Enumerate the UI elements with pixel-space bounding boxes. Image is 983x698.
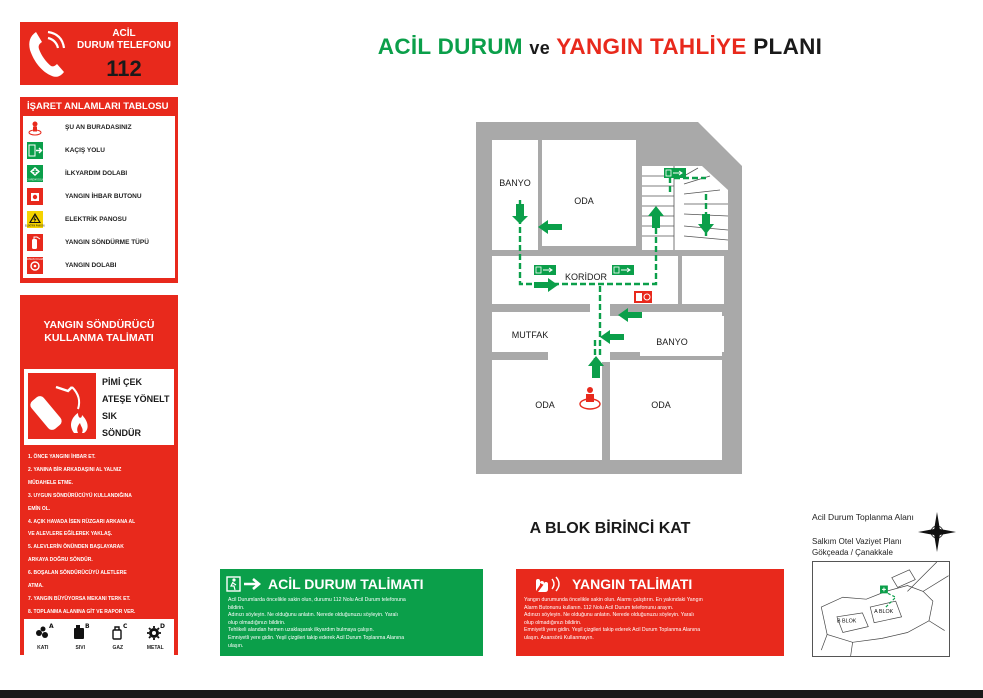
room-label: ODA	[651, 400, 671, 410]
fire-instructions	[516, 569, 784, 656]
room-banyo-2	[640, 312, 722, 356]
fire-cabinet-icon-text: YANGIN DOLABI	[26, 258, 44, 261]
svg-text:A: A	[48, 623, 54, 630]
b-blok-label: B BLOK	[836, 618, 857, 625]
fire-instructions-title: YANGIN TALİMATI	[572, 576, 693, 592]
site-plan-caption: Salkım Otel Vaziyet Planı Gökçeada / Çanakkale	[812, 537, 902, 557]
legend-label: İLKYARDIM DOLABI	[65, 170, 128, 177]
phone-label: ACİL DURUM TELEFONU	[77, 28, 171, 51]
escape-route-icon	[27, 142, 43, 159]
you-are-here-icon	[27, 119, 43, 136]
legend-item	[23, 254, 175, 277]
emergency-instructions	[220, 569, 483, 656]
legend-panel	[20, 97, 178, 283]
legend-item	[23, 116, 175, 139]
fire-cabinet-marker-icon	[634, 291, 652, 303]
floor-plan	[470, 116, 770, 486]
emergency-instructions-body: Acil Durumlarda öncelikle sakin olun, durumu 112 Nolu Acil Durum telefonuna bildirin. Adınızı söyleyin. Ne olduğunu anlatın. Nerede olduğunuzu söyleyin. Yaralı olup olmadığınızı bildirin. Tehlikeli alandan hemen uzaklaşarak ilkyardım bulmaya çalışın. Emniyetli yere gidin. Yeşil çizgileri takip ederek Acil Durum Toplanma Alanına ulaşın.	[228, 597, 406, 649]
room-banyo-1	[492, 140, 538, 250]
phone-icon	[26, 28, 68, 80]
compass-icon	[916, 510, 958, 554]
bottom-edge	[0, 690, 983, 698]
room-label: BANYO	[499, 178, 531, 188]
extinguisher-steps: 1. ÖNCE YANGINI İHBAR ET. 2. YANINA BİR ARKADAŞINI AL YALNIZ MÜDAHELE ETME. 3. UYGUN SÖNDÜRÜCÜYÜ KULLANDIĞINA EMİN OL. 4. AÇIK HAVADA İSEN RÜZGARI ARKANA AL VE ALEVLERE EĞİLEREK YAKLAŞ. 5. ALEVLERİN ÖNÜNDEN BAŞLAYARAK ARKAYA DOĞRU SÖNDÜR. 6. BOŞALAN SÖNDÜRÜCÜYÜ ALETLERE ATMA. 7. YANGIN BÜYÜYORSA MEKANI TERK ET. 8. TOPLANMA ALANINA GİT VE RAPOR VER.	[28, 454, 136, 615]
phone-number: 112	[106, 56, 142, 81]
fire-class-b: B SIVI	[71, 623, 89, 651]
room-label: BANYO	[656, 337, 688, 347]
legend-item	[23, 208, 175, 231]
room-oda-3	[610, 360, 722, 460]
legend-label: ELEKTRİK PANOSU	[65, 216, 127, 223]
fire-cabinet-icon	[27, 257, 43, 274]
legend-label: ŞU AN BURADASINIZ	[65, 124, 132, 131]
exit-arrow-icon	[226, 576, 262, 592]
extinguisher-actions: PİMİ ÇEK ATEŞE YÖNELT SIK SÖNDÜR	[102, 377, 170, 438]
emergency-phone-panel	[20, 22, 178, 85]
metal-fire-icon	[146, 623, 164, 641]
assembly-area-label: Acil Durum Toplanma Alanı	[812, 512, 914, 522]
legend-label: YANGIN İHBAR BUTONU	[65, 193, 142, 200]
first-aid-icon-text: İLK YARDIM DOLABI	[24, 178, 46, 182]
fire-alarm-hand-icon	[530, 575, 566, 593]
extinguisher-title: YANGIN SÖNDÜRÜCÜ KULLANMA TALİMATI	[43, 319, 155, 344]
room-label: MUTFAK	[511, 330, 549, 340]
fire-classes	[24, 619, 174, 655]
room-label: ODA	[574, 196, 594, 206]
extinguisher-instructions-panel	[20, 295, 178, 655]
extinguisher-illustration-icon	[28, 373, 96, 439]
fire-class-c: C GAZ	[109, 623, 127, 651]
fire-instructions-body: Yangın durumunda öncelikle sakin olun. Alarmı çalıştırın. En yakındaki Yangın Alarm Butonunu kullanın. 112 Nolu Acil Durum telefonunu arayın. Adınızı söyleyin. Ne olduğunu anlatın. Nerede olduğunuzu söyleyin. Yaralı olup olmadığınızı bildirin. Emniyetli yere gidin. Yeşil çizgileri takip ederek Acil Durum Toplanma Alanına ulaşın. Asansörü Kullanmayın.	[524, 597, 703, 641]
legend-label: KAÇIŞ YOLU	[65, 147, 105, 154]
legend-label: YANGIN SÖNDÜRME TÜPÜ	[65, 239, 149, 246]
legend-item	[23, 162, 175, 185]
svg-text:D: D	[160, 623, 166, 630]
fire-class-a: A KATI	[34, 623, 52, 651]
legend-item	[23, 231, 175, 254]
emergency-instructions-title: ACİL DURUM TALİMATI	[268, 576, 424, 592]
room-label: ODA	[535, 400, 555, 410]
floor-title: A BLOK BİRİNCİ KAT	[529, 520, 691, 537]
legend-item	[23, 139, 175, 162]
site-plan-map	[812, 561, 950, 657]
fire-alarm-button-icon	[27, 188, 43, 205]
liquid-fire-icon	[71, 623, 89, 641]
fire-class-d: D METAL	[146, 623, 166, 651]
room-oda-2	[492, 360, 602, 460]
svg-text:C: C	[122, 623, 128, 630]
svg-text:B: B	[85, 623, 90, 630]
legend-title: İŞARET ANLAMLARI TABLOSU	[27, 101, 169, 112]
gas-fire-icon	[109, 623, 127, 641]
room-oda-1	[542, 140, 636, 246]
a-blok-label: A BLOK	[874, 608, 894, 615]
electric-panel-icon-text: ELEKTRİK PANOSU	[25, 224, 45, 228]
page-title: ACİL DURUM ve YANGIN TAHLİYE PLANI	[377, 34, 823, 59]
solid-fire-icon	[34, 623, 52, 641]
fire-extinguisher-icon	[27, 234, 43, 251]
legend-label: YANGIN DOLABI	[65, 262, 117, 269]
first-aid-icon	[24, 165, 46, 182]
legend-item	[23, 185, 175, 208]
room-label: KORİDOR	[564, 272, 608, 282]
electric-panel-icon	[27, 211, 43, 228]
